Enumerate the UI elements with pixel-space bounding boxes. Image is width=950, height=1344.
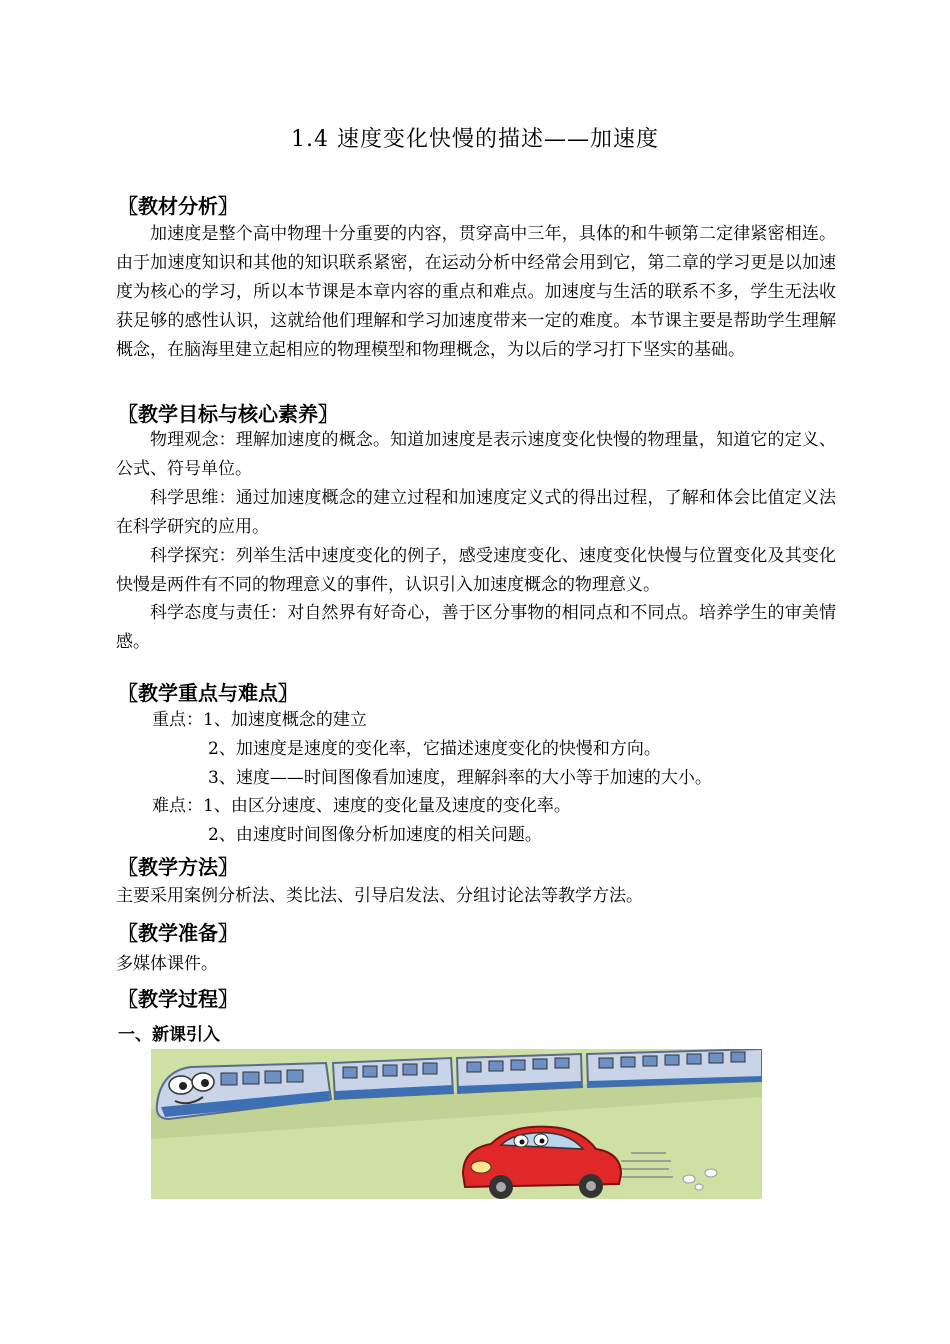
new-lesson-intro-heading: 一、新课引入 (118, 1025, 220, 1045)
goals-heading: 〖教学目标与核心素养〗 (118, 402, 338, 426)
analysis-paragraph: 加速度是整个高中物理十分重要的内容，贯穿高中三年，具体的和牛顿第二定律紧密相连。由于加速度知识和其他的知识联系紧密，在运动分析中经常会用到它，第二章的学习更是以加速度为核心的学习，所以本节课是本章内容的重点和难点。加速度与生活的联系不多，学生无法收获足够的感性认识，这就给他们理解和学习加速度带来一定的难度。本节课主要是帮助学生理解概念，在脑海里建立起相应的物理模型和物理概念，为以后的学习打下坚实的基础。 (116, 224, 836, 360)
page-title: 1.4 速度变化快慢的描述——加速度 (291, 127, 659, 152)
goal-item: 科学探究：列举生活中速度变化的例子，感受速度变化、速度变化快慢与位置变化及其变化快慢是两件有不同的物理意义的事件，认识引入加速度概念的物理意义。 (116, 546, 836, 595)
key-points-heading: 〖教学重点与难点〗 (118, 681, 298, 705)
preparation-text: 多媒体课件。 (116, 954, 218, 974)
goal-item: 物理观念：理解加速度的概念。知道加速度是表示速度变化快慢的物理量，知道它的定义、公式、符号单位。 (116, 430, 836, 479)
key-point-line: 3、速度——时间图像看加速度，理解斜率的大小等于加速的大小。 (208, 768, 712, 788)
difficulty-line: 难点：1、由区分速度、速度的变化量及速度的变化率。 (152, 796, 571, 816)
difficulty-line: 2、由速度时间图像分析加速度的相关问题。 (208, 825, 542, 845)
train-and-car-illustration (151, 1049, 762, 1199)
methods-text: 主要采用案例分析法、类比法、引导启发法、分组讨论法等教学方法。 (116, 886, 643, 906)
process-heading: 〖教学过程〗 (118, 987, 238, 1011)
key-point-line: 重点：1、加速度概念的建立 (152, 710, 367, 730)
preparation-heading: 〖教学准备〗 (118, 921, 238, 945)
goal-item: 科学思维：通过加速度概念的建立过程和加速度定义式的得出过程，了解和体会比值定义法在科学研究的应用。 (116, 488, 836, 537)
goal-item: 科学态度与责任：对自然界有好奇心，善于区分事物的相同点和不同点。培养学生的审美情感。 (116, 603, 836, 652)
analysis-heading: 〖教材分析〗 (118, 194, 238, 218)
key-point-line: 2、加速度是速度的变化率，它描述速度变化的快慢和方向。 (208, 739, 661, 759)
methods-heading: 〖教学方法〗 (118, 855, 238, 879)
